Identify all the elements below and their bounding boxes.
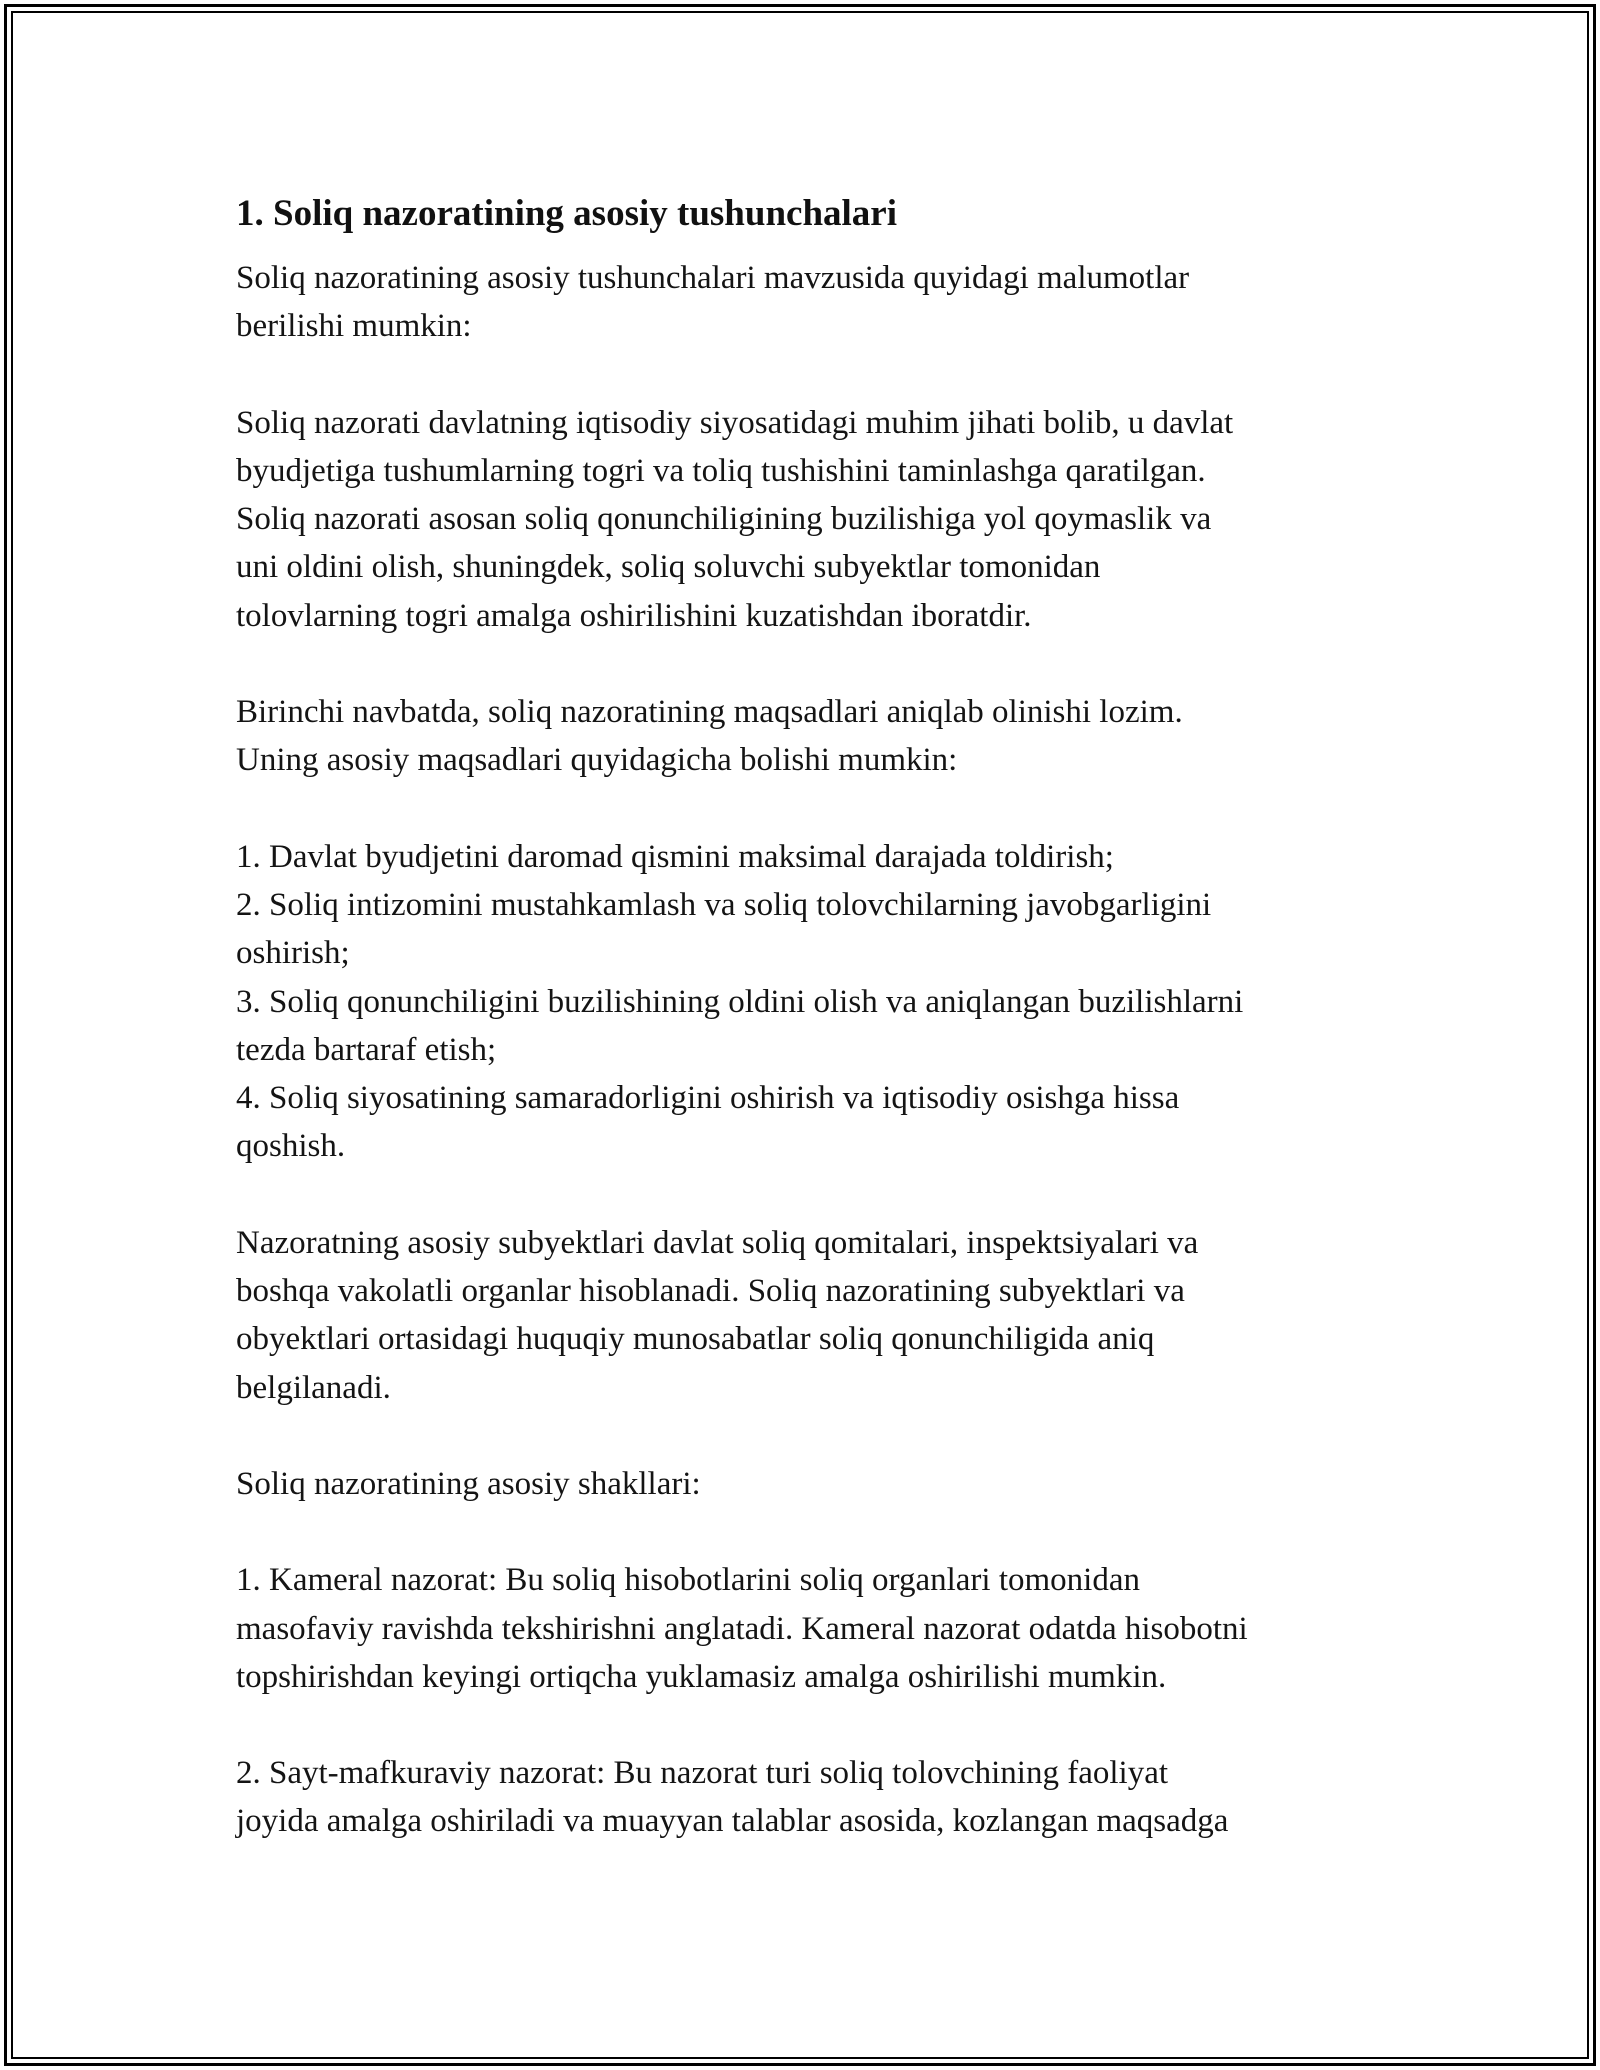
paragraph	[236, 833, 1376, 1171]
text-line: masofaviy ravishda tekshirishni anglatadi. Kameral nazorat odatda hisobotni	[236, 1610, 1248, 1647]
text-line: Soliq nazoratining asosiy shakllari:	[236, 1465, 701, 1502]
text-line: 3. Soliq qonunchiligini buzilishining oldini olish va aniqlangan buzilishlarni	[236, 983, 1244, 1020]
text-line: uni oldini olish, shuningdek, soliq soluvchi subyektlar tomonidan	[236, 549, 1101, 586]
paragraph	[236, 1556, 1376, 1701]
paragraph-list	[236, 254, 1376, 1846]
text-line: Soliq nazorati asosan soliq qonunchiligining buzilishiga yol qoymaslik va	[236, 501, 1212, 538]
paragraph	[236, 1219, 1376, 1412]
paragraph	[236, 1749, 1376, 1846]
text-line: joyida amalga oshiriladi va muayyan talablar asosida, kozlangan maqsadga	[236, 1803, 1229, 1840]
text-line: topshirishdan keyingi ortiqcha yuklamasiz amalga oshirilishi mumkin.	[236, 1658, 1167, 1695]
text-line: belgilanadi.	[236, 1369, 391, 1406]
text-line: 2. Soliq intizomini mustahkamlash va soliq tolovchilarning javobgarligini	[236, 886, 1212, 923]
text-line: byudjetiga tushumlarning togri va toliq tushishini taminlashga qaratilgan.	[236, 452, 1206, 489]
document-heading: 1. Soliq nazoratining asosiy tushunchalari	[236, 193, 898, 234]
paragraph	[236, 688, 1376, 785]
text-line: 1. Kameral nazorat: Bu soliq hisobotlarini soliq organlari tomonidan	[236, 1562, 1140, 1599]
text-line: tolovlarning togri amalga oshirilishini kuzatishdan iboratdir.	[236, 597, 1032, 634]
text-line: Nazoratning asosiy subyektlari davlat soliq qomitalari, inspektsiyalari va	[236, 1224, 1199, 1261]
text-line: qoshish.	[236, 1128, 346, 1165]
text-line: Uning asosiy maqsadlari quyidagicha bolishi mumkin:	[236, 742, 958, 779]
text-line: oshirish;	[236, 935, 350, 972]
text-line: Birinchi navbatda, soliq nazoratining maqsadlari aniqlab olinishi lozim.	[236, 694, 1183, 731]
paragraph	[236, 1460, 1376, 1508]
text-line: berilishi mumkin:	[236, 308, 472, 345]
text-line: obyektlari ortasidagi huquqiy munosabatlar soliq qonunchiligida aniq	[236, 1321, 1155, 1358]
text-line: 4. Soliq siyosatining samaradorligini oshirish va iqtisodiy osishga hissa	[236, 1080, 1180, 1117]
paragraph	[236, 399, 1376, 640]
text-line: Soliq nazoratining asosiy tushunchalari mavzusida quyidagi malumotlar	[236, 260, 1190, 296]
text-line: 1. Davlat byudjetini daromad qismini maksimal darajada toldirish;	[236, 838, 1114, 875]
paragraph	[236, 254, 1376, 351]
text-line: boshqa vakolatli organlar hisoblanadi. Soliq nazoratining subyektlari va	[236, 1273, 1185, 1310]
text-line: tezda bartaraf etish;	[236, 1031, 497, 1068]
text-line: 2. Sayt-mafkuraviy nazorat: Bu nazorat turi soliq tolovchining faoliyat	[236, 1755, 1169, 1792]
document-body	[236, 188, 1376, 1894]
text-line: Soliq nazorati davlatning iqtisodiy siyosatidagi muhim jihati bolib, u davlat	[236, 404, 1234, 441]
